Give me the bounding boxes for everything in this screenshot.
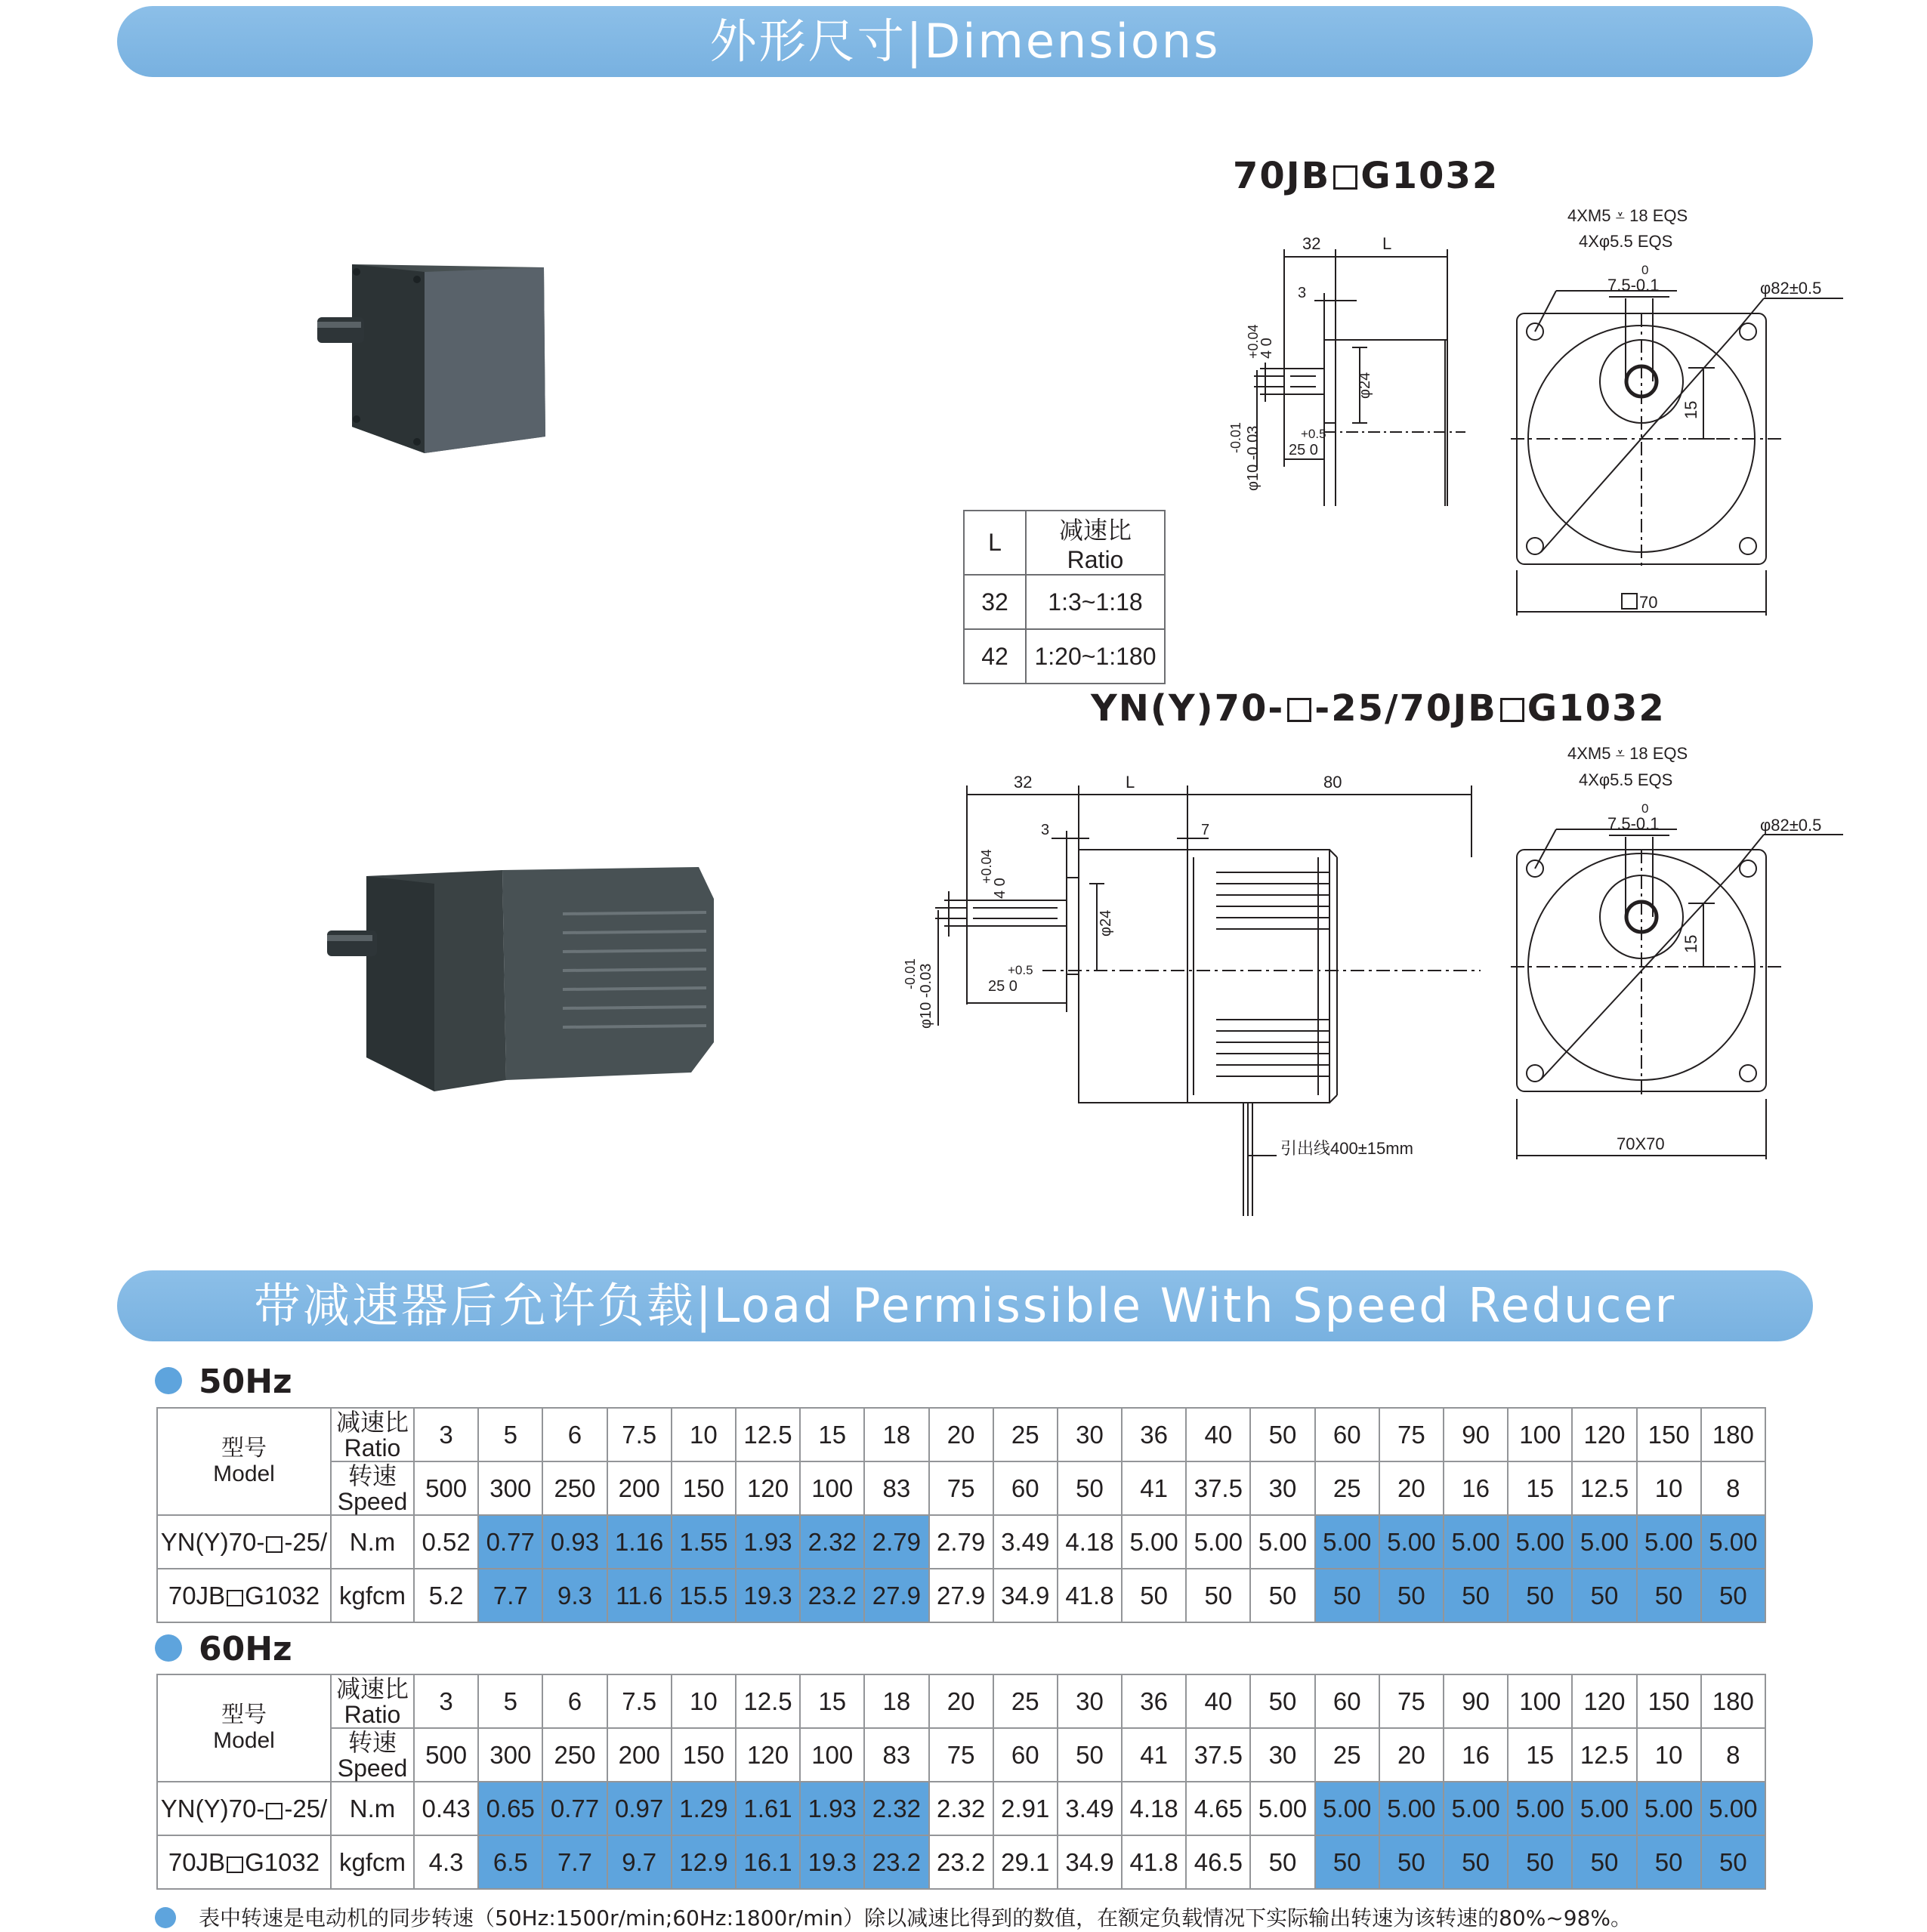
ratio-value-cell: 18 <box>864 1674 928 1728</box>
d1-dim-L: L <box>1382 234 1392 253</box>
torque-nm-cell: 1.55 <box>672 1515 736 1569</box>
d2-tol-75: 0 <box>1641 801 1649 816</box>
d2-dim-32: 32 <box>1014 773 1033 792</box>
d2-dim-15: 15 <box>1681 934 1700 953</box>
speed-value-cell: 37.5 <box>1186 1728 1250 1782</box>
ratio-value-cell: 50 <box>1250 1408 1314 1461</box>
model-name-suffix: G1032 <box>245 1581 320 1609</box>
unit-nm-cell: N.m <box>331 1515 414 1569</box>
torque-kgfcm-cell: 50 <box>1572 1569 1636 1622</box>
torque-nm-cell: 3.49 <box>1058 1782 1122 1835</box>
table-row <box>157 1728 1765 1782</box>
speed-value-cell: 60 <box>993 1461 1058 1515</box>
torque-kgfcm-cell: 23.2 <box>929 1835 993 1889</box>
d2-holes-a: 4XM5 ⩡ 18 EQS <box>1567 744 1688 763</box>
table-row <box>157 1835 1765 1889</box>
speed-value-cell: 16 <box>1444 1461 1508 1515</box>
ratio-table-header <box>964 511 1165 575</box>
speed-value-cell: 30 <box>1250 1728 1314 1782</box>
bullet-dot <box>155 1367 182 1394</box>
torque-kgfcm-cell: 50 <box>1250 1569 1314 1622</box>
d2-holes-b: 4Xφ5.5 EQS <box>1579 770 1673 789</box>
torque-kgfcm-cell: 4.3 <box>414 1835 478 1889</box>
speed-value-cell: 41 <box>1122 1461 1186 1515</box>
table-row <box>157 1782 1765 1835</box>
d1-holes-b: 4Xφ5.5 EQS <box>1579 232 1673 251</box>
d1-tol-10: -0.01 <box>1228 421 1243 453</box>
speed-label-cell <box>331 1728 414 1782</box>
d1-dim-24: φ24 <box>1357 372 1373 399</box>
torque-kgfcm-cell: 27.9 <box>864 1569 928 1622</box>
ratio-value-cell: 36 <box>1122 1408 1186 1461</box>
d2-dim-L: L <box>1126 773 1135 792</box>
speed-label-en: Speed <box>337 1487 408 1515</box>
hz60-label: 60Hz <box>155 1630 292 1668</box>
ratio-value-cell: 100 <box>1508 1408 1572 1461</box>
ratio-value-cell: 150 <box>1637 1674 1701 1728</box>
model-header-cn: 型号 <box>221 1436 267 1461</box>
speed-value-cell: 120 <box>736 1728 800 1782</box>
ratio-label-en: Ratio <box>344 1434 401 1461</box>
torque-kgfcm-cell: 50 <box>1379 1569 1444 1622</box>
ratio-cell: 1:3~1:18 <box>1026 575 1165 629</box>
torque-nm-cell: 5.00 <box>1572 1515 1636 1569</box>
speed-value-cell: 75 <box>929 1461 993 1515</box>
speed-value-cell: 10 <box>1637 1728 1701 1782</box>
speed-value-cell: 150 <box>672 1461 736 1515</box>
torque-nm-cell: 1.61 <box>736 1782 800 1835</box>
ratio-value-cell: 120 <box>1572 1674 1636 1728</box>
torque-nm-cell: 5.00 <box>1444 1515 1508 1569</box>
torque-kgfcm-cell: 9.3 <box>542 1569 607 1622</box>
torque-kgfcm-cell: 50 <box>1444 1569 1508 1622</box>
ratio-value-cell: 100 <box>1508 1674 1572 1728</box>
torque-kgfcm-cell: 50 <box>1572 1835 1636 1889</box>
ratio-value-cell: 6 <box>542 1408 607 1461</box>
speed-value-cell: 16 <box>1444 1728 1508 1782</box>
torque-kgfcm-cell: 50 <box>1637 1835 1701 1889</box>
ratio-value-cell: 15 <box>800 1674 864 1728</box>
d1-tol-25: +0.5 <box>1301 427 1326 441</box>
drawing2-title: YN(Y)70- -25/70JB G1032 <box>1091 687 1666 730</box>
speed-label-en: Speed <box>337 1754 408 1782</box>
ratio-cell: 42 <box>964 629 1026 684</box>
torque-nm-cell: 5.00 <box>1508 1515 1572 1569</box>
unit-kgfcm-cell: kgfcm <box>331 1569 414 1622</box>
speed-value-cell: 15 <box>1508 1461 1572 1515</box>
ratio-value-cell: 25 <box>993 1408 1058 1461</box>
speed-value-cell: 200 <box>607 1461 672 1515</box>
torque-nm-cell: 0.65 <box>478 1782 542 1835</box>
speed-value-cell: 250 <box>542 1728 607 1782</box>
speed-value-cell: 50 <box>1058 1728 1122 1782</box>
model-name-prefix: 70JB <box>168 1847 226 1876</box>
torque-kgfcm-cell: 50 <box>1250 1835 1314 1889</box>
d2-lead: 引出线400±15mm <box>1280 1139 1413 1158</box>
speed-value-cell: 20 <box>1379 1461 1444 1515</box>
torque-kgfcm-cell: 9.7 <box>607 1835 672 1889</box>
speed-value-cell: 10 <box>1637 1461 1701 1515</box>
torque-nm-cell: 2.91 <box>993 1782 1058 1835</box>
torque-kgfcm-cell: 34.9 <box>993 1569 1058 1622</box>
ratio-value-cell: 5 <box>478 1408 542 1461</box>
d2-dim-75: 7.5-0.1 <box>1607 814 1660 833</box>
torque-kgfcm-cell: 50 <box>1122 1569 1186 1622</box>
speed-value-cell: 30 <box>1250 1461 1314 1515</box>
torque-nm-cell: 5.00 <box>1250 1515 1314 1569</box>
model-header-cn: 型号 <box>221 1702 267 1727</box>
speed-value-cell: 150 <box>672 1728 736 1782</box>
ratio-value-cell: 150 <box>1637 1408 1701 1461</box>
speed-label-cn: 转速 <box>347 1461 397 1489</box>
torque-kgfcm-cell: 23.2 <box>864 1835 928 1889</box>
dimensions-banner <box>117 6 1813 77</box>
torque-kgfcm-cell: 41.8 <box>1058 1569 1122 1622</box>
ratio-value-cell: 15 <box>800 1408 864 1461</box>
d2-tol-10: -0.01 <box>903 958 918 989</box>
torque-kgfcm-cell: 46.5 <box>1186 1835 1250 1889</box>
model-name-suffix: G1032 <box>245 1847 320 1876</box>
ratio-value-cell: 40 <box>1186 1674 1250 1728</box>
d1-tol-75: 0 <box>1641 263 1649 277</box>
d2-dim-4: 4 0 <box>992 878 1008 899</box>
ratio-label-cell <box>331 1408 414 1461</box>
torque-kgfcm-cell: 50 <box>1508 1835 1572 1889</box>
ratio-value-cell: 20 <box>929 1408 993 1461</box>
torque-kgfcm-cell: 50 <box>1379 1835 1444 1889</box>
blank-box-icon <box>266 1803 283 1819</box>
speed-value-cell: 500 <box>414 1461 478 1515</box>
ratio-value-cell: 3 <box>414 1674 478 1728</box>
footnote-text: 表中转速是电动机的同步转速（50Hz:1500r/min;60Hz:1800r/min）除以减速比得到的数值，在额定负载情况下实际输出转速为该转速的80%~98%。 <box>199 1906 1632 1930</box>
torque-kgfcm-cell: 27.9 <box>929 1569 993 1622</box>
torque-kgfcm-cell: 50 <box>1637 1569 1701 1622</box>
torque-nm-cell: 5.00 <box>1122 1515 1186 1569</box>
model-header-cell <box>157 1408 331 1515</box>
table-row <box>157 1674 1765 1728</box>
speed-value-cell: 300 <box>478 1461 542 1515</box>
drawing2-front-view <box>1496 740 1851 1163</box>
ratio-value-cell: 60 <box>1315 1674 1379 1728</box>
torque-nm-cell: 5.00 <box>1701 1515 1765 1569</box>
speed-value-cell: 75 <box>929 1728 993 1782</box>
torque-nm-cell: 5.00 <box>1379 1515 1444 1569</box>
torque-kgfcm-cell: 12.9 <box>672 1835 736 1889</box>
torque-nm-cell: 4.65 <box>1186 1782 1250 1835</box>
ratio-header-ratio: 减速比Ratio <box>1026 511 1165 575</box>
table-row <box>964 575 1165 629</box>
torque-nm-cell: 1.16 <box>607 1515 672 1569</box>
d2-dim-3: 3 <box>1041 822 1050 838</box>
torque-nm-cell: 0.52 <box>414 1515 478 1569</box>
model-name-line2 <box>157 1569 331 1622</box>
speed-value-cell: 120 <box>736 1461 800 1515</box>
ratio-value-cell: 50 <box>1250 1674 1314 1728</box>
model-header-en: Model <box>213 1461 275 1486</box>
torque-nm-cell: 5.00 <box>1637 1515 1701 1569</box>
d2-dim-7: 7 <box>1201 822 1210 838</box>
bullet-dot <box>155 1907 176 1928</box>
torque-kgfcm-cell: 19.3 <box>736 1569 800 1622</box>
torque-nm-cell: 1.93 <box>736 1515 800 1569</box>
speed-value-cell: 8 <box>1701 1461 1765 1515</box>
torque-nm-cell: 5.00 <box>1186 1515 1250 1569</box>
load-banner <box>117 1270 1813 1341</box>
torque-nm-cell: 4.18 <box>1058 1515 1122 1569</box>
torque-nm-cell: 2.79 <box>929 1515 993 1569</box>
load-table-60hz <box>156 1674 1766 1890</box>
speed-value-cell: 100 <box>800 1461 864 1515</box>
model-name-line1 <box>157 1515 331 1569</box>
torque-nm-cell: 5.00 <box>1701 1782 1765 1835</box>
speed-value-cell: 83 <box>864 1728 928 1782</box>
torque-kgfcm-cell: 50 <box>1508 1569 1572 1622</box>
torque-kgfcm-cell: 5.2 <box>414 1569 478 1622</box>
ratio-value-cell: 5 <box>478 1674 542 1728</box>
ratio-label-en: Ratio <box>344 1700 401 1728</box>
load-banner-text: 带减速器后允许负载|Load Permissible With Speed Reducer <box>253 1278 1677 1333</box>
torque-kgfcm-cell: 41.8 <box>1122 1835 1186 1889</box>
torque-kgfcm-cell: 7.7 <box>542 1835 607 1889</box>
drawing1-side-view <box>1133 204 1488 506</box>
torque-nm-cell: 3.49 <box>993 1515 1058 1569</box>
torque-kgfcm-cell: 15.5 <box>672 1569 736 1622</box>
torque-nm-cell: 0.43 <box>414 1782 478 1835</box>
d2-dim-82: φ82±0.5 <box>1760 816 1822 835</box>
torque-nm-cell: 2.32 <box>929 1782 993 1835</box>
torque-kgfcm-cell: 50 <box>1701 1569 1765 1622</box>
torque-nm-cell: 5.00 <box>1572 1782 1636 1835</box>
torque-nm-cell: 1.93 <box>800 1782 864 1835</box>
table-row <box>157 1408 1765 1461</box>
torque-nm-cell: 5.00 <box>1444 1782 1508 1835</box>
torque-nm-cell: 0.77 <box>542 1782 607 1835</box>
model-name-prefix: YN(Y)70- <box>160 1794 265 1822</box>
torque-kgfcm-cell: 50 <box>1315 1569 1379 1622</box>
ratio-value-cell: 90 <box>1444 1408 1508 1461</box>
ratio-value-cell: 10 <box>672 1408 736 1461</box>
drawing2-side-view <box>891 763 1496 1231</box>
ratio-value-cell: 20 <box>929 1674 993 1728</box>
d2-tol-25: +0.5 <box>1008 963 1033 977</box>
unit-nm-cell: N.m <box>331 1782 414 1835</box>
drawing1-front-view <box>1496 200 1851 623</box>
model-header-cell <box>157 1674 331 1782</box>
ratio-label-cn: 减速比 <box>335 1408 409 1436</box>
ratio-value-cell: 30 <box>1058 1674 1122 1728</box>
d1-dim-82: φ82±0.5 <box>1760 279 1822 298</box>
table-row <box>157 1461 1765 1515</box>
torque-nm-cell: 5.00 <box>1379 1782 1444 1835</box>
d1-dim-70 <box>1622 593 1657 612</box>
ratio-label-cn: 减速比 <box>335 1674 409 1702</box>
speed-value-cell: 15 <box>1508 1728 1572 1782</box>
torque-kgfcm-cell: 34.9 <box>1058 1835 1122 1889</box>
speed-value-cell: 41 <box>1122 1728 1186 1782</box>
ratio-value-cell: 12.5 <box>736 1674 800 1728</box>
model-header-en: Model <box>213 1728 275 1753</box>
torque-kgfcm-cell: 50 <box>1444 1835 1508 1889</box>
torque-kgfcm-cell: 50 <box>1315 1835 1379 1889</box>
model-name-line2 <box>157 1835 331 1889</box>
d1-holes-a: 4XM5 ⩡ 18 EQS <box>1567 206 1688 225</box>
torque-nm-cell: 1.29 <box>672 1782 736 1835</box>
speed-value-cell: 25 <box>1315 1728 1379 1782</box>
torque-nm-cell: 4.18 <box>1122 1782 1186 1835</box>
d1-dim-3: 3 <box>1298 285 1307 301</box>
ratio-cell: 1:20~1:180 <box>1026 629 1165 684</box>
ratio-value-cell: 36 <box>1122 1674 1186 1728</box>
d1-dim-4: 4 0 <box>1258 338 1275 359</box>
torque-kgfcm-cell: 11.6 <box>607 1569 672 1622</box>
ratio-value-cell: 3 <box>414 1408 478 1461</box>
torque-kgfcm-cell: 19.3 <box>800 1835 864 1889</box>
ratio-value-cell: 40 <box>1186 1408 1250 1461</box>
gearmotor-photo <box>313 853 737 1103</box>
blank-box-icon <box>266 1536 283 1553</box>
speed-value-cell: 12.5 <box>1572 1461 1636 1515</box>
speed-value-cell: 20 <box>1379 1728 1444 1782</box>
speed-value-cell: 12.5 <box>1572 1728 1636 1782</box>
speed-value-cell: 83 <box>864 1461 928 1515</box>
speed-value-cell: 200 <box>607 1728 672 1782</box>
d1-dim-15: 15 <box>1681 400 1700 419</box>
torque-nm-cell: 5.00 <box>1250 1782 1314 1835</box>
ratio-value-cell: 18 <box>864 1408 928 1461</box>
torque-kgfcm-cell: 50 <box>1701 1835 1765 1889</box>
torque-nm-cell: 5.00 <box>1637 1782 1701 1835</box>
d2-dim-25: 25 0 <box>988 978 1018 995</box>
d1-dim-32: 32 <box>1302 234 1321 253</box>
dimensions-banner-text: 外形尺寸|Dimensions <box>709 14 1221 69</box>
d2-dim-70: 70X70 <box>1617 1134 1665 1153</box>
torque-nm-cell: 5.00 <box>1508 1782 1572 1835</box>
speed-value-cell: 500 <box>414 1728 478 1782</box>
drawing1-title: 70JB G1032 <box>1233 155 1499 197</box>
speed-value-cell: 25 <box>1315 1461 1379 1515</box>
torque-nm-cell: 2.32 <box>864 1782 928 1835</box>
d1-dim-25: 25 0 <box>1289 442 1318 458</box>
ratio-value-cell: 7.5 <box>607 1674 672 1728</box>
table-row <box>964 629 1165 684</box>
torque-kgfcm-cell: 7.7 <box>478 1569 542 1622</box>
torque-nm-cell: 0.77 <box>478 1515 542 1569</box>
speed-label-cell <box>331 1461 414 1515</box>
d1-dim-10: φ10 -0.03 <box>1245 425 1262 491</box>
d1-tol-4: +0.04 <box>1246 324 1261 359</box>
torque-nm-cell: 2.32 <box>800 1515 864 1569</box>
load-table-50hz <box>156 1407 1766 1623</box>
table-row <box>157 1515 1765 1569</box>
ratio-value-cell: 75 <box>1379 1408 1444 1461</box>
torque-nm-cell: 0.97 <box>607 1782 672 1835</box>
model-name-line1 <box>157 1782 331 1835</box>
footnote <box>155 1902 1632 1932</box>
torque-nm-cell: 5.00 <box>1315 1782 1379 1835</box>
torque-kgfcm-cell: 29.1 <box>993 1835 1058 1889</box>
ratio-value-cell: 6 <box>542 1674 607 1728</box>
speed-value-cell: 250 <box>542 1461 607 1515</box>
speed-value-cell: 8 <box>1701 1728 1765 1782</box>
unit-kgfcm-cell: kgfcm <box>331 1835 414 1889</box>
ratio-value-cell: 30 <box>1058 1408 1122 1461</box>
blank-box-icon <box>227 1590 243 1606</box>
ratio-value-cell: 120 <box>1572 1408 1636 1461</box>
ratio-value-cell: 180 <box>1701 1674 1765 1728</box>
d2-dim-10: φ10 -0.03 <box>918 963 934 1029</box>
ratio-cell: 32 <box>964 575 1026 629</box>
ratio-value-cell: 7.5 <box>607 1408 672 1461</box>
ratio-value-cell: 90 <box>1444 1674 1508 1728</box>
gearbox-photo <box>302 249 559 461</box>
model-name-prefix: YN(Y)70- <box>160 1527 265 1556</box>
ratio-header-l: L <box>964 511 1026 575</box>
ratio-value-cell: 75 <box>1379 1674 1444 1728</box>
ratio-table <box>963 510 1166 684</box>
speed-label-cn: 转速 <box>347 1728 397 1756</box>
model-name-suffix: -25/ <box>284 1794 328 1822</box>
torque-kgfcm-cell: 50 <box>1186 1569 1250 1622</box>
blank-box-icon <box>227 1856 243 1873</box>
bullet-dot <box>155 1634 182 1662</box>
ratio-value-cell: 60 <box>1315 1408 1379 1461</box>
d2-tol-4: +0.04 <box>979 849 994 884</box>
ratio-value-cell: 12.5 <box>736 1408 800 1461</box>
ratio-label-cell <box>331 1674 414 1728</box>
d2-dim-24: φ24 <box>1098 909 1114 937</box>
ratio-value-cell: 180 <box>1701 1408 1765 1461</box>
model-name-prefix: 70JB <box>168 1581 226 1609</box>
speed-value-cell: 37.5 <box>1186 1461 1250 1515</box>
torque-nm-cell: 5.00 <box>1315 1515 1379 1569</box>
speed-value-cell: 60 <box>993 1728 1058 1782</box>
torque-kgfcm-cell: 16.1 <box>736 1835 800 1889</box>
torque-kgfcm-cell: 6.5 <box>478 1835 542 1889</box>
torque-kgfcm-cell: 23.2 <box>800 1569 864 1622</box>
hz50-label: 50Hz <box>155 1363 292 1401</box>
d2-dim-80: 80 <box>1323 773 1342 792</box>
model-name-suffix: -25/ <box>284 1527 328 1556</box>
speed-value-cell: 300 <box>478 1728 542 1782</box>
speed-value-cell: 50 <box>1058 1461 1122 1515</box>
ratio-value-cell: 25 <box>993 1674 1058 1728</box>
d1-dim-75: 7.5-0.1 <box>1607 276 1660 295</box>
torque-nm-cell: 2.79 <box>864 1515 928 1569</box>
table-row <box>157 1569 1765 1622</box>
speed-value-cell: 100 <box>800 1728 864 1782</box>
svg-text:70: 70 <box>1639 593 1658 612</box>
torque-nm-cell: 0.93 <box>542 1515 607 1569</box>
ratio-value-cell: 10 <box>672 1674 736 1728</box>
